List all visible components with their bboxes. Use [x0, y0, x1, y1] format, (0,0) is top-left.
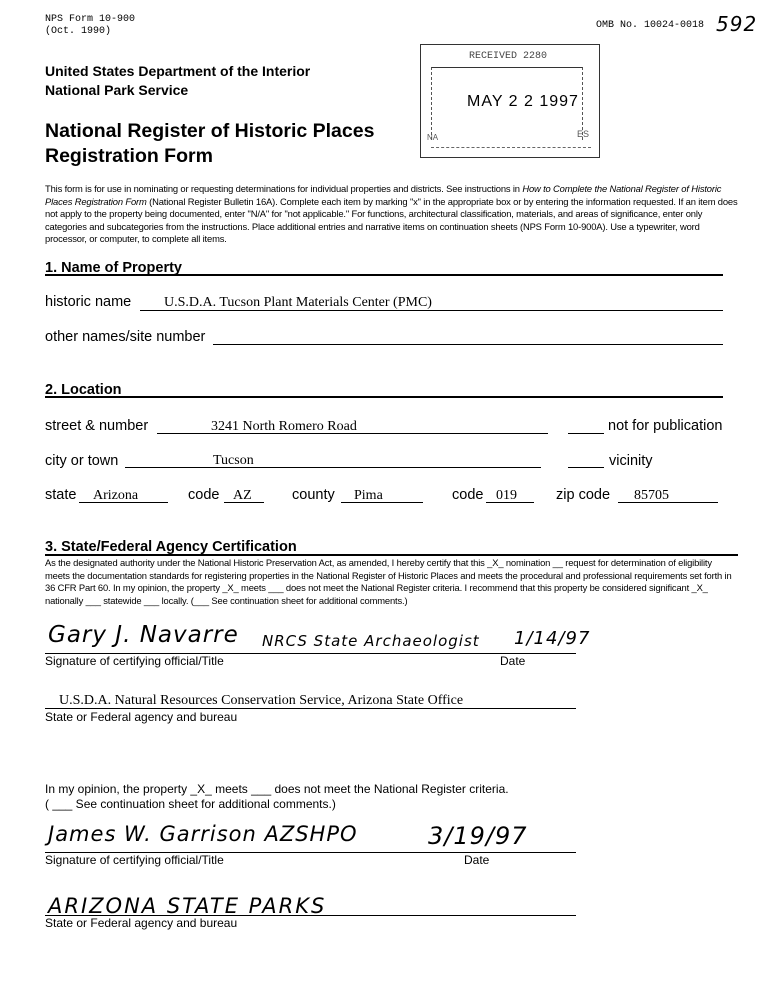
signature1-date-label: Date: [500, 654, 526, 668]
zip-label: zip code: [556, 487, 611, 503]
omb-number: OMB No. 10024-0018: [596, 20, 705, 31]
state-code-field[interactable]: AZ: [233, 488, 252, 503]
county-code-field[interactable]: 019: [496, 488, 517, 503]
signature2-date-label: Date: [464, 853, 490, 867]
agency2-label: State or Federal agency and bureau: [45, 916, 238, 930]
county-field[interactable]: Pima: [354, 488, 383, 503]
signature2: James W. Garrison AZSHPO: [48, 822, 358, 846]
form-number: NPS Form 10-900: [45, 14, 136, 25]
other-names-line: [213, 344, 723, 345]
signature2-date: 3/19/97: [428, 822, 528, 850]
agency2-field[interactable]: ARIZONA STATE PARKS: [48, 894, 327, 918]
street-label: street & number: [45, 418, 149, 434]
service: National Park Service: [45, 82, 189, 98]
opinion-text: In my opinion, the property _X_ meets ___ does not meet the National Register criteria.: [45, 782, 509, 796]
instructions-italic: How to Complete the National Register of Historic Places Registration Form: [45, 183, 722, 207]
not-for-publication-box[interactable]: [568, 433, 604, 434]
stamp-bottom-line: [431, 147, 591, 148]
signature1-label: Signature of certifying official/Title: [45, 654, 224, 668]
department: United States Department of the Interior: [45, 63, 311, 79]
page-title-line1: National Register of Historic Places: [45, 120, 375, 142]
historic-name-label: historic name: [45, 294, 132, 310]
other-names-label: other names/site number: [45, 329, 206, 345]
county-code-label: code: [452, 487, 484, 503]
stamp-fragment-right: ES: [577, 129, 590, 139]
city-field[interactable]: Tucson: [213, 453, 254, 468]
instructions-part1: This form is for use in nominating or requesting determinations for individual properties and districts. See instructions in: [45, 183, 523, 194]
state-code-label: code: [188, 487, 220, 503]
not-for-publication-label: not for publication: [608, 418, 723, 434]
signature1-title: NRCS State Archaeologist: [262, 632, 480, 650]
street-field[interactable]: 3241 North Romero Road: [211, 419, 357, 434]
zip-field[interactable]: 85705: [634, 488, 669, 503]
signature1: Gary J. Navarre: [48, 622, 239, 648]
city-label: city or town: [45, 453, 119, 469]
signature1-date: 1/14/97: [514, 628, 591, 649]
form-date: (Oct. 1990): [45, 26, 112, 37]
page-title-line2: Registration Form: [45, 145, 213, 167]
continuation-text: ( ___ See continuation sheet for additional comments.): [45, 797, 336, 811]
ref-number: 592: [716, 12, 758, 36]
signature2-label: Signature of certifying official/Title: [45, 853, 224, 867]
instructions-part2: (National Register Bulletin 16A). Complete each item by marking "x" in the appropriate box or by entering the information requested. If an item does not apply to the property being documented, enter "N/A" for "not applicable." For functions, architectural classification, materials, and areas of significance, enter only categories and subcategories from the instructions. Place additional entries and narrative items on continuation sheets (NPS Form 10-900A). Use a typewriter, word processor, or computer, to complete all items.: [45, 195, 738, 245]
vicinity-box[interactable]: [568, 467, 604, 468]
agency1-field[interactable]: U.S.D.A. Natural Resources Conservation Service, Arizona State Office: [59, 693, 464, 708]
section1-rule: [45, 274, 723, 276]
section3-rule: [45, 554, 738, 556]
city-line: [125, 467, 541, 468]
vicinity-label: vicinity: [609, 453, 653, 469]
section1-heading: 1. Name of Property: [45, 260, 182, 276]
section3-heading: 3. State/Federal Agency Certification: [45, 539, 297, 555]
historic-name-field[interactable]: U.S.D.A. Tucson Plant Materials Center (PMC): [164, 295, 432, 310]
instructions-paragraph: [45, 183, 738, 246]
section2-heading: 2. Location: [45, 382, 122, 398]
stamp-date: MAY 2 2 1997: [467, 93, 579, 110]
certification-text: As the designated authority under the National Historic Preservation Act, as amended, I hereby certify that this _X_ nomination __ request for determination of eligibility meets the documentation standards for registering properties in the National Register of Historic Places and meets the procedural and professional requirements set forth in 36 CFR Part 60. In my opinion, the property _X_ meets ___ does not meet the National Register criteria. I recommend that this property be considered significant _X_ nationally ___ statewide ___ locally. (___ See continuation sheet for additional comments.): [45, 557, 732, 606]
county-label: county: [292, 487, 335, 503]
stamp-fragment-left: NA: [427, 133, 439, 142]
state-field[interactable]: Arizona: [93, 488, 139, 503]
stamp-received: RECEIVED 2280: [469, 51, 548, 62]
section2-rule: [45, 396, 723, 398]
agency1-label: State or Federal agency and bureau: [45, 710, 238, 724]
state-label: state: [45, 487, 77, 503]
received-stamp: [420, 44, 600, 158]
agency1-line: [45, 708, 576, 709]
